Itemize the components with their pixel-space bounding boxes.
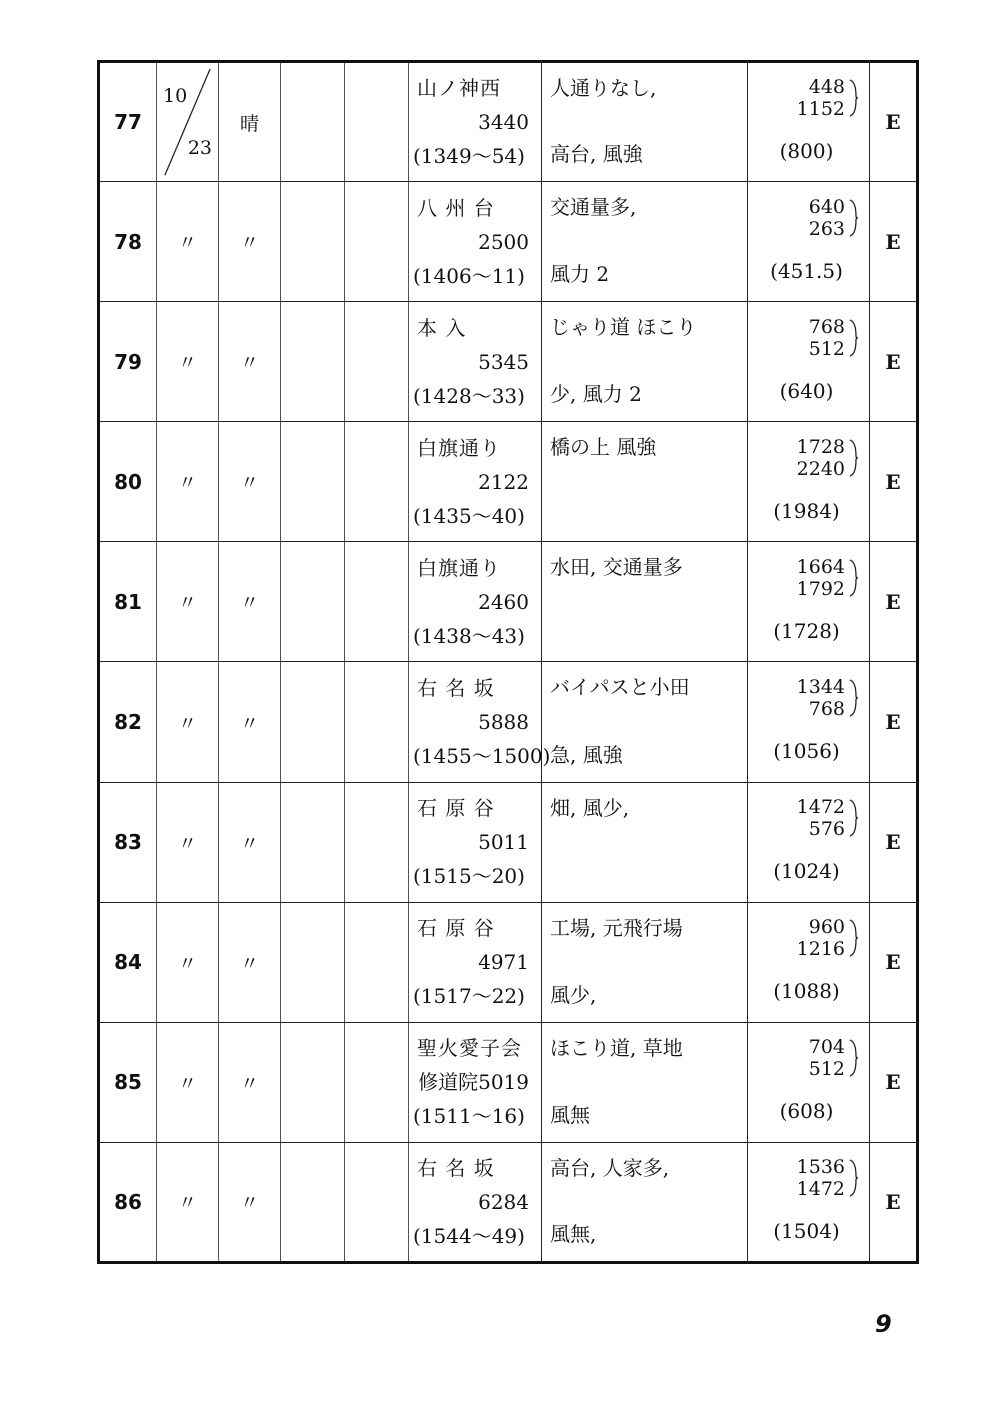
values-cell <box>748 662 870 782</box>
remark-line-1: 畑, 風少, <box>550 795 630 820</box>
remark-line-1: 交通量多, <box>550 195 637 220</box>
time-range: (1544〜49) <box>413 1223 525 1248</box>
bracket-icon <box>849 558 859 598</box>
location-cell <box>409 542 542 662</box>
row-number: 80 <box>99 422 157 542</box>
remark-line-2: 少, 風力 2 <box>550 382 642 407</box>
table-row <box>99 422 918 542</box>
row-number: 78 <box>99 182 157 302</box>
location-name: 石 原 谷 <box>417 916 495 941</box>
remarks-cell <box>542 542 748 662</box>
remark-line-1: ほこり道, 草地 <box>550 1035 683 1060</box>
table-row <box>99 902 918 1022</box>
survey-table <box>97 60 919 1264</box>
value-1: 1536 <box>796 1155 845 1178</box>
location-number: 6284 <box>478 1189 529 1214</box>
date-cell: 〃 <box>157 1142 219 1262</box>
remarks-cell <box>542 1142 748 1262</box>
remark-line-1: 水田, 交通量多 <box>550 555 683 580</box>
bracket-icon <box>849 438 859 478</box>
weather-cell: 〃 <box>219 422 281 542</box>
class-cell: E <box>870 1142 918 1262</box>
time-range: (1438〜43) <box>413 623 525 648</box>
table-row <box>99 542 918 662</box>
value-2: 512 <box>808 1058 845 1081</box>
bracket-icon <box>849 918 859 958</box>
remark-line-1: 人通りなし, <box>550 76 657 100</box>
location-cell <box>409 662 551 782</box>
remarks-cell <box>542 62 748 182</box>
time-range: (1428〜33) <box>413 383 525 408</box>
remark-line-2: 風無, <box>550 1222 597 1246</box>
average-value: (1024) <box>773 859 840 884</box>
time-range: (1349〜54) <box>413 144 525 169</box>
value-2: 576 <box>808 818 845 841</box>
values-cell <box>748 902 870 1022</box>
values-cell <box>748 1142 870 1262</box>
class-cell: E <box>870 422 918 542</box>
row-number: 77 <box>99 62 157 182</box>
bracket-icon <box>849 78 859 118</box>
remark-line-1: 高台, 人家多, <box>550 1155 670 1180</box>
remark-line-2: 風無 <box>550 1102 590 1127</box>
remarks-cell <box>542 782 748 902</box>
value-pair <box>754 1036 859 1080</box>
date-cell: 〃 <box>157 422 219 542</box>
value-2: 263 <box>808 217 845 240</box>
empty-cell <box>345 1022 409 1142</box>
value-pair <box>754 316 859 360</box>
average-value: (1728) <box>773 618 840 643</box>
remark-line-2: 風少, <box>550 982 597 1007</box>
location-name: 白旗通り <box>417 555 501 580</box>
time-range: (1515〜20) <box>413 864 525 889</box>
value-1: 704 <box>808 1036 845 1059</box>
location-number: 5011 <box>478 830 529 855</box>
date-day: 23 <box>187 137 212 160</box>
location-name: 白旗通り <box>417 435 501 460</box>
date-month: 10 <box>163 85 188 107</box>
bracket-icon <box>849 1038 859 1078</box>
location-cell <box>409 302 542 422</box>
time-range: (1435〜40) <box>413 503 525 528</box>
location-cell <box>409 782 542 902</box>
row-number: 83 <box>99 782 157 902</box>
class-cell: E <box>870 182 918 302</box>
empty-cell <box>281 62 345 182</box>
location-name: 聖火愛子会 <box>417 1036 522 1061</box>
location-name: 山ノ神西 <box>417 76 501 101</box>
value-1: 1728 <box>796 435 845 458</box>
table-row <box>99 662 918 782</box>
bracket-icon <box>849 198 859 238</box>
date-cell <box>157 62 219 182</box>
location-name: 右 名 坂 <box>417 1155 495 1180</box>
location-number: 2460 <box>478 589 529 614</box>
values-cell <box>748 62 870 182</box>
weather-cell: 〃 <box>219 302 281 422</box>
remark-line-1: バイパスと小田 <box>550 675 690 700</box>
remark-line-1: じゃり道 ほこり <box>550 315 697 340</box>
table-row <box>99 62 918 182</box>
value-1: 448 <box>808 76 845 99</box>
average-value: (800) <box>779 139 834 164</box>
average-value: (1984) <box>773 498 840 523</box>
weather-cell: 〃 <box>219 542 281 662</box>
empty-cell <box>345 422 409 542</box>
remarks-cell <box>542 1022 748 1142</box>
empty-cell <box>345 302 409 422</box>
value-pair <box>754 676 859 720</box>
value-2: 1152 <box>796 98 845 121</box>
date-cell: 〃 <box>157 302 219 422</box>
value-pair <box>754 436 859 480</box>
row-number: 82 <box>99 662 157 782</box>
time-range: (1517〜22) <box>413 984 525 1009</box>
weather-cell: 晴 <box>219 62 281 182</box>
bracket-icon <box>849 318 859 358</box>
empty-cell <box>281 902 345 1022</box>
value-pair <box>754 916 859 960</box>
date-slash-line <box>157 63 218 181</box>
table-row <box>99 782 918 902</box>
value-pair <box>754 796 859 840</box>
bracket-icon <box>849 1158 859 1198</box>
weather-cell: 〃 <box>219 1022 281 1142</box>
value-2: 768 <box>808 698 845 721</box>
remark-line-1: 橋の上 風強 <box>550 435 657 460</box>
row-number: 84 <box>99 902 157 1022</box>
value-1: 1664 <box>796 555 845 578</box>
remark-line-2: 風力 2 <box>550 262 610 287</box>
location-number: 5345 <box>478 349 529 374</box>
remarks-cell <box>542 902 748 1022</box>
empty-cell <box>345 542 409 662</box>
remark-line-2: 急, 風強 <box>550 742 623 767</box>
location-name: 八 州 台 <box>417 195 495 220</box>
table-row <box>99 1022 918 1142</box>
location-name: 石 原 谷 <box>417 796 495 821</box>
location-cell <box>409 422 542 542</box>
empty-cell <box>281 662 345 782</box>
bracket-icon <box>849 678 859 718</box>
table-row <box>99 182 918 302</box>
values-cell <box>748 1022 870 1142</box>
values-cell <box>748 542 870 662</box>
remark-line-1: 工場, 元飛行場 <box>550 915 683 940</box>
remarks-cell <box>542 302 748 422</box>
value-2: 1216 <box>796 938 845 961</box>
location-number: 4971 <box>478 950 529 975</box>
weather-cell: 〃 <box>219 1142 281 1262</box>
empty-cell <box>345 182 409 302</box>
date-cell: 〃 <box>157 1022 219 1142</box>
value-pair <box>754 1156 859 1200</box>
page-number: 9 <box>875 1310 892 1338</box>
date-cell: 〃 <box>157 902 219 1022</box>
empty-cell <box>345 62 409 182</box>
value-2: 2240 <box>796 457 845 480</box>
value-1: 1472 <box>796 796 845 819</box>
row-number: 86 <box>99 1142 157 1262</box>
location-cell <box>409 1022 542 1142</box>
empty-cell <box>345 1142 409 1262</box>
values-cell <box>748 182 870 302</box>
values-cell <box>748 302 870 422</box>
value-2: 1792 <box>796 577 845 600</box>
location-cell <box>409 182 542 302</box>
remarks-cell <box>542 182 748 302</box>
empty-cell <box>281 182 345 302</box>
location-number: 5888 <box>478 710 529 735</box>
class-cell: E <box>870 302 918 422</box>
value-2: 512 <box>808 337 845 360</box>
value-1: 960 <box>808 916 845 939</box>
value-1: 1344 <box>796 676 845 699</box>
survey-table-body <box>99 62 918 1263</box>
empty-cell <box>281 422 345 542</box>
value-pair <box>754 76 859 120</box>
table-row <box>99 302 918 422</box>
row-number: 79 <box>99 302 157 422</box>
remarks-cell <box>542 662 748 782</box>
table-row <box>99 1142 918 1262</box>
empty-cell <box>281 1142 345 1262</box>
values-cell <box>748 422 870 542</box>
date-cell: 〃 <box>157 782 219 902</box>
weather-cell: 〃 <box>219 662 281 782</box>
values-cell <box>748 782 870 902</box>
location-number: 3440 <box>478 110 529 135</box>
value-1: 768 <box>808 315 845 338</box>
class-cell: E <box>870 542 918 662</box>
empty-cell <box>281 542 345 662</box>
empty-cell <box>281 782 345 902</box>
empty-cell <box>345 902 409 1022</box>
empty-cell <box>345 662 409 782</box>
class-cell: E <box>870 902 918 1022</box>
value-pair <box>754 556 859 600</box>
bracket-icon <box>849 798 859 838</box>
value-pair <box>754 196 859 240</box>
empty-cell <box>281 1022 345 1142</box>
weather-cell: 〃 <box>219 182 281 302</box>
time-range: (1455〜1500) <box>413 744 551 769</box>
average-value: (1088) <box>773 979 840 1004</box>
time-range: (1406〜11) <box>413 263 525 288</box>
class-cell: E <box>870 662 918 782</box>
location-cell <box>409 1142 542 1262</box>
empty-cell <box>345 782 409 902</box>
value-2: 1472 <box>796 1177 845 1200</box>
average-value: (608) <box>779 1099 834 1124</box>
location-name: 右 名 坂 <box>417 676 495 701</box>
average-value: (451.5) <box>770 258 843 283</box>
location-cell <box>409 62 542 182</box>
class-cell: E <box>870 62 918 182</box>
date-cell: 〃 <box>157 662 219 782</box>
remarks-cell <box>542 422 748 542</box>
weather-cell: 〃 <box>219 782 281 902</box>
date-cell: 〃 <box>157 542 219 662</box>
row-number: 81 <box>99 542 157 662</box>
weather-cell: 〃 <box>219 902 281 1022</box>
empty-cell <box>281 302 345 422</box>
location-number: 2122 <box>478 469 529 494</box>
location-number: 2500 <box>478 229 529 254</box>
remark-line-2: 高台, 風強 <box>550 142 643 167</box>
time-range: (1511〜16) <box>413 1104 525 1129</box>
value-1: 640 <box>808 195 845 218</box>
date-cell: 〃 <box>157 182 219 302</box>
row-number: 85 <box>99 1022 157 1142</box>
average-value: (640) <box>779 378 834 403</box>
location-cell <box>409 902 542 1022</box>
location-number: 修道院5019 <box>418 1070 529 1095</box>
average-value: (1056) <box>773 739 840 764</box>
class-cell: E <box>870 1022 918 1142</box>
class-cell: E <box>870 782 918 902</box>
location-name: 本 入 <box>417 315 467 340</box>
average-value: (1504) <box>773 1218 840 1243</box>
